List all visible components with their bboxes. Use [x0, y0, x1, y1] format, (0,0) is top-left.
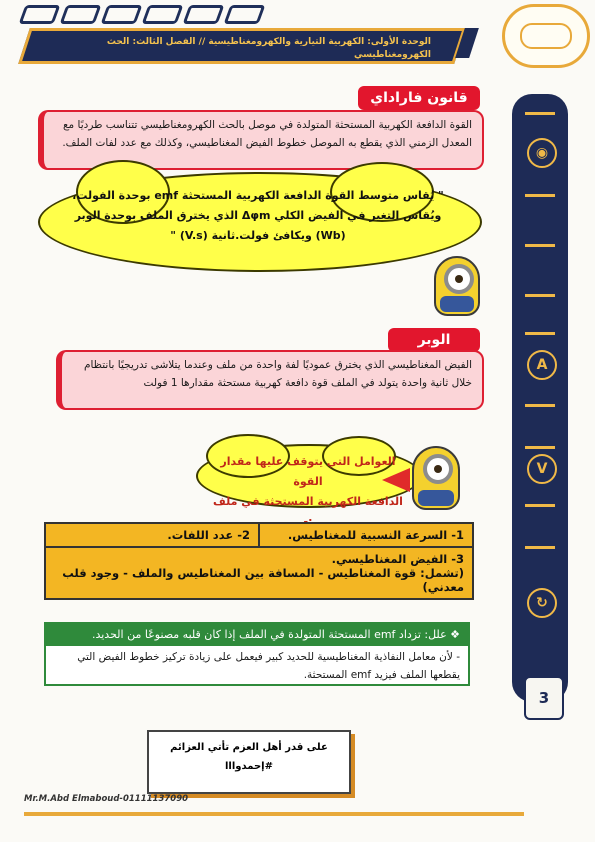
factor-turns: 2- عدد اللفات. [46, 524, 260, 546]
logo-icon [520, 23, 572, 49]
battery-icon [525, 244, 555, 247]
cloud-text [60, 186, 456, 246]
factor-flux-title: 3- الفيض المغناطيسي. [331, 552, 464, 566]
quote-box [147, 730, 351, 794]
inductor-icon [525, 112, 555, 115]
resistor-icon [525, 404, 555, 407]
factor-speed: 1- السرعة النسبية للمغناطيس. [287, 528, 464, 542]
sidebar [512, 94, 568, 702]
cloud-text [208, 452, 408, 532]
goggle-icon [444, 264, 474, 294]
cloud-line: الدافعة الكهربية المستحثة في ملف [213, 495, 403, 508]
minion-illustration [434, 256, 480, 316]
page-number: 3 [524, 676, 564, 720]
minion-megaphone-illustration [412, 446, 460, 510]
breadcrumb: الوحدة الأولى: الكهربية التيارية والكهرومغناطيسية // الفصل الثالث: الحث الكهرومغناطيسي [106, 37, 431, 60]
minion-overall [440, 296, 474, 312]
faraday-definition: القوة الدافعة الكهربية المستحثة المتولدة في موصل بالحث الكهرومغناطيسي تتناسب طرديًا مع المعدل الزمني الذي يقطع به الموصل خطوط الفيض المغناطيسي، وكذلك مع عدد لفات الملف. [38, 110, 484, 170]
coil-icon [525, 504, 555, 507]
resistor-icon [525, 294, 555, 297]
ammeter-icon: A [527, 350, 557, 380]
minion-overall [418, 490, 454, 506]
reason-question [44, 622, 470, 644]
cloud-line: (Wb) ويكافئ فولت.ثانية (V.s) " [170, 229, 346, 242]
logo-badge [502, 4, 590, 68]
top-decoration [22, 5, 262, 29]
ground-icon [525, 194, 555, 197]
cloud-line: ويُقاس التغير في الفيض الكلي Δφm الذي يخترق الملف بوحدة الوبر [74, 209, 442, 222]
section-title-faraday: قانون فاراداي [358, 86, 480, 110]
table-row [46, 548, 472, 598]
reason-answer: - لأن معامل النفاذية المغناطيسية للحديد كبير فيعمل على زيادة تركيز خطوط الفيض التي يقطعها الملف فيزيد emf المستحثة. [44, 644, 470, 686]
voltmeter-icon: V [527, 454, 557, 484]
reason-question-text: علل: تزداد emf المستحثة المتولدة في الملف إذا كان قلبه مصنوعًا من الحديد. [91, 628, 447, 641]
weber-definition: الفيض المغناطيسي الذي يخترق عموديًا لفة واحدة من ملف وعندما يتلاشى تدريجيًا بانتظام خلال ثانية واحدة يتولد في الملف قوة دافعة كهربية مستحثة مقدارها 1 فولت [56, 350, 484, 410]
capacitor-icon [525, 332, 555, 335]
footer-author: Mr.M.Abd Elmaboud-01111137090 [24, 794, 189, 804]
section-title-weber: الوبر [388, 328, 480, 352]
factor-flux-detail: (تشمل: قوة المغناطيس - المسافة بين المغناطيس والملف - وجود قلب معدني) [62, 566, 464, 594]
goggle-icon [423, 454, 453, 484]
footer-divider [24, 812, 524, 816]
switch-icon [525, 546, 555, 549]
lamp-icon: ◉ [527, 138, 557, 168]
cloud-line: " يُقاس متوسط القوة الدافعة الكهربية المستحثة emf بوحدة الفولت، [72, 189, 444, 202]
galvanometer-icon: ↻ [527, 588, 557, 618]
cloud-line: العوامل التي يتوقف عليها مقدار القوة [220, 455, 396, 488]
quote-line: على قدر أهل العزم تأتي العزائم [170, 742, 328, 753]
star-icon: ❖ [446, 628, 460, 641]
factor-flux [46, 548, 472, 598]
table-row [46, 524, 472, 548]
quote-signature: #إحمدوااا [225, 761, 273, 772]
diode-icon [525, 446, 555, 449]
megaphone-icon [382, 468, 410, 492]
factors-table [44, 522, 474, 600]
